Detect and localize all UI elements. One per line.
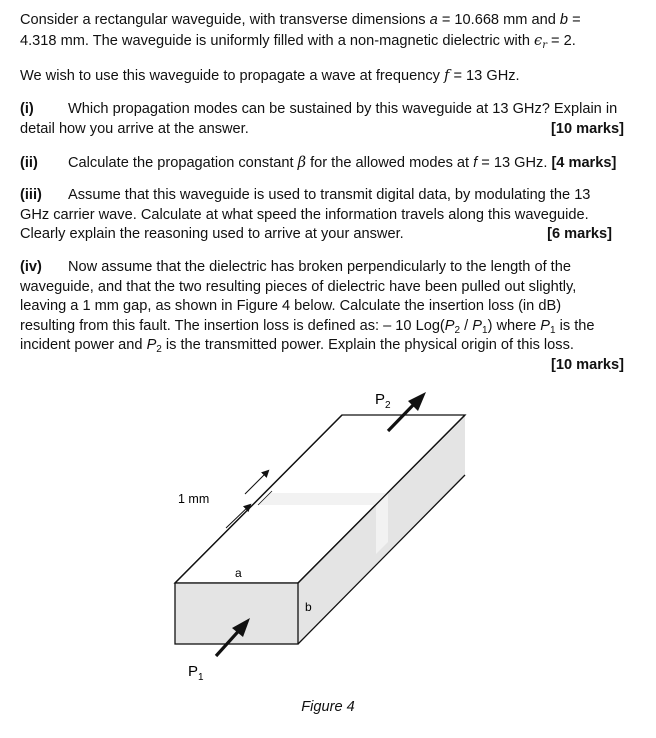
symbol-epsilon: ϵ [534,31,543,49]
symbol-p1-sub: 1 [482,324,488,336]
symbol-p2-sub: 2 [454,324,461,336]
gap-dimension-top [245,471,268,494]
dimension-b-label: b [305,600,312,614]
gap-top [258,493,388,505]
question-i-marks: [10 marks] [550,120,624,137]
question-iv-text-5: ) where [487,317,541,334]
question-iii-text-3: Clearly explain the reasoning used to arrive at your answer. [20,226,404,242]
value-f: = 13 GHz. [449,68,520,84]
symbol-b: b [559,12,569,28]
question-i-text-2: detail how you arrive at the answer. [20,120,249,137]
symbol-p1b: P [540,317,551,334]
question-ii-marks: [4 marks] [551,155,617,171]
question-iv-text-2: waveguide, and that the two resulting pieces of dielectric have been pulled out slightly, [20,278,577,295]
intro-text-2: 4.318 mm. The waveguide is uniformly filled with a non-magnetic dielectric with [20,32,534,49]
question-iv-text-1: Now assume that the dielectric has broken perpendicularly to the length of the [68,259,571,275]
symbol-epsilon-sub: r [542,39,547,51]
dimension-a-label: a [235,566,242,580]
intro-text-1: Consider a rectangular waveguide, with transverse dimensions [20,12,430,28]
symbol-a: a [429,12,438,28]
value-epsilon: = 2. [546,32,576,49]
question-ii-tag: (ii) [20,155,38,171]
question-iii-text-2: GHz carrier wave. Calculate at what speed the information travels along this waveguide. [20,206,589,223]
question-ii-text-3: = 13 GHz. [477,155,552,171]
question-i-text-1: Which propagation modes can be sustained by this waveguide at 13 GHz? Explain in [68,101,618,117]
question-iv-tag: (iv) [20,259,42,275]
slash: / [460,317,473,334]
symbol-p2b-sub: 2 [156,344,162,355]
value-b-eq: = [568,12,581,28]
question-iv-text-3: leaving a 1 mm gap, as shown in Figure 4 below. Calculate the insertion loss (in dB) [20,298,562,314]
symbol-p1: P [472,317,482,334]
question-iii-tag: (iii) [20,187,42,203]
question-iv-text-4: resulting from this fault. The insertion loss is defined as: – 10 Log( [20,317,445,334]
symbol-f-ii: f [473,155,478,171]
p1-label: $P_1$ [188,663,204,683]
symbol-beta: β [297,154,307,171]
question-iii-text-1: Assume that this waveguide is used to transmit digital data, by modulating the 13 [68,187,591,203]
question-iv-text-6: is the [555,317,595,334]
symbol-p2: P [444,317,455,334]
question-i-tag: (i) [20,101,34,117]
question-ii-text-1: Calculate the propagation constant [68,155,298,171]
symbol-p1b-sub: 1 [550,324,556,336]
question-iv-marks: [10 marks] [550,356,624,373]
gap-label: 1 mm [178,492,210,506]
question-iv-text-7: incident power and [20,337,147,353]
symbol-p2b: P [146,337,157,353]
value-a: = 10.668 mm and [437,12,560,28]
p2-label: $P_2$ [375,391,391,411]
wish-text: We wish to use this waveguide to propagate a wave at frequency [20,68,445,84]
question-iv-text-8: is the transmitted power. Explain the physical origin of this loss. [161,337,574,353]
figure-caption: Figure 4 [301,699,355,715]
symbol-f: f [444,67,450,84]
question-iii-marks: [6 marks] [547,226,612,242]
question-ii-text-2: for the allowed modes at [306,155,474,171]
